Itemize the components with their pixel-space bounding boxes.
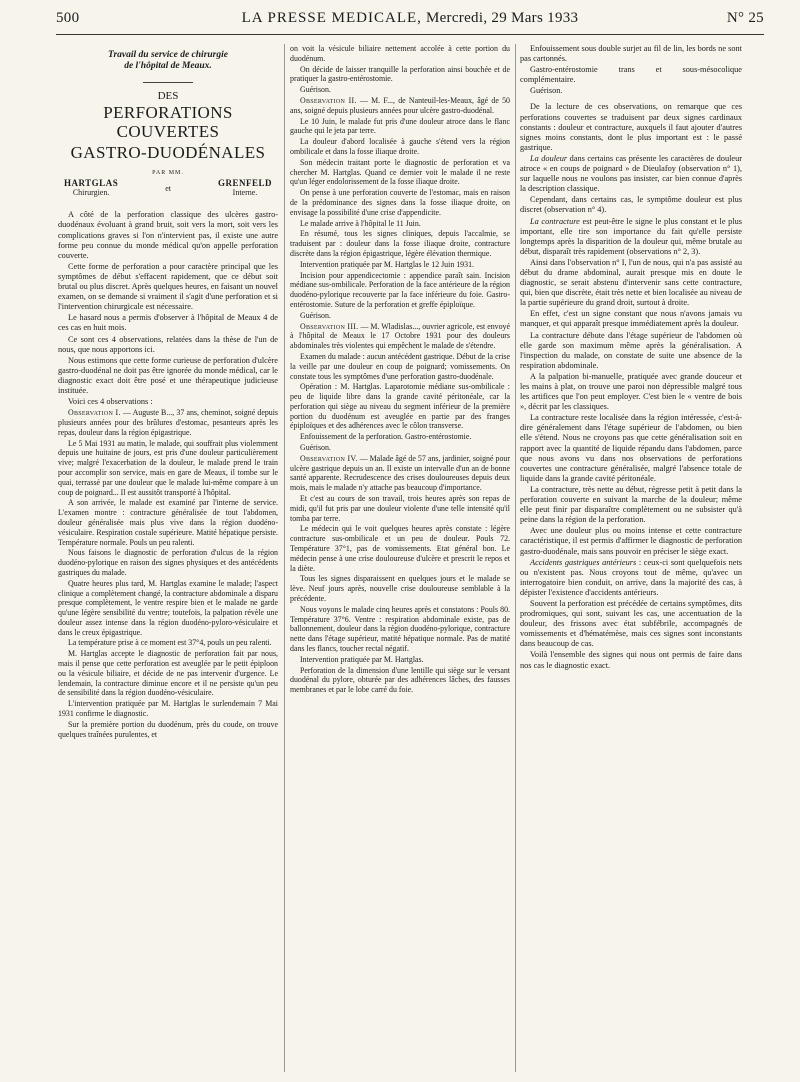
issue-number: N° 25	[726, 10, 764, 26]
page-header	[56, 10, 764, 32]
observation-label: Observation IV.	[300, 453, 358, 463]
paragraph: Ainsi dans l'observation n° I, l'un de nous, qui n'a pas assisté au début du drame abdominal, aurait presque mis en doute le diagnostic, se serait abstenu d'intervenir sans cette contracture, qui, bien que discrète, était très nette et bien localisée au niveau de la partie supérieure du grand droit, surtout à droite.	[520, 257, 742, 308]
author-name: GRENFELD	[217, 178, 272, 189]
paragraph	[520, 558, 742, 598]
paragraph: Tous les signes disparaissent en quelques jours et le malade se lève. Neuf jours après, nouvelle crise douloureuse semblable à la précédente.	[290, 574, 510, 604]
column-separator	[284, 44, 285, 1072]
paragraph: Avec une douleur plus ou moins intense et cette contracture caractéristique, il est permis d'affirmer le diagnostic de perforation gastro-duodénale, mais sans pouvoir en préciser le siège exact.	[520, 526, 742, 556]
paragraph	[290, 322, 510, 351]
observation-text: — M. F..., de Nanteuil-les-Meaux, âgé de 50 ans, soigné depuis plusieurs années pour ulcère gastro-duodénal.	[290, 95, 510, 115]
paragraph: Enfouissement sous double surjet au fil de lin, les bords ne sont pas cartonnés.	[520, 44, 742, 64]
paragraph: Voici ces 4 observations :	[68, 397, 153, 407]
paragraph: Cette forme de perforation a pour caractère principal que les symptômes de début s'effacent rapidement, que ce début soit brutal ou plus discret. Après quelques heures, en faisant un nouvel examen, on se demande si vraiment il s'agit d'une perforation et si l'intervention chirurgicale est nécessaire.	[58, 261, 278, 312]
paragraph-text: : ceux-ci sont quelquefois nets ou n'existent pas. Nous croyons tout de même, qu'avec un interrogatoire bien conduit, on arrive, dans la majorité des cas, à dépister l'existence d'accidents antérieurs.	[520, 557, 742, 597]
journal-name: LA PRESSE MEDICALE,	[241, 10, 422, 26]
paragraph: Guérison.	[300, 310, 331, 320]
paragraph: Le 10 Juin, le malade fut pris d'une douleur atroce dans le flanc gauche qui le jeta par terre.	[290, 116, 510, 136]
paragraph: A la palpation bi-manuelle, pratiquée avec grande douceur et les mains à plat, on trouve une paroi non dépressible malgré tous les artifices que l'on peut employer. C'est bien le « ventre de bois », décrit par les classiques.	[520, 371, 742, 412]
paragraph: On décide de laisser tranquille la perforation ainsi bouchée et de pratiquer la gastro-entérostomie.	[290, 64, 510, 84]
byline-prefix: PAR MM.	[152, 170, 184, 177]
issue-date: Mercredi, 29 Mars 1933	[425, 10, 579, 26]
paragraph: M. Hartglas accepte le diagnostic de perforation fait par nous, mais il pense que cette perforation est aveuglée par le petit épiploon ou la vésicule biliaire, et décide de ne pas intervenir d'urgence. Le lendemain, la contracture diminue encore et il ne persiste qu'un peu de sensibilité dans la région duodéno-vésiculaire.	[58, 649, 278, 698]
paragraph: Le hasard nous a permis d'observer à l'hôpital de Meaux 4 de ces cas en huit mois.	[58, 313, 278, 333]
column-3	[520, 44, 742, 1076]
paragraph-text: dans certains cas présente les caractères de douleur atroce « en coups de poignard » de Dieulafoy (observation n° 1), sur laquelle nous ne voulons pas insister, car bien connue d'après la description classique.	[520, 153, 742, 194]
column-2	[290, 44, 510, 1076]
paragraph: Guérison.	[300, 443, 331, 453]
paragraph	[520, 154, 742, 194]
paragraph	[290, 96, 510, 116]
paragraph: La contracture, très nette au début, régresse petit à petit dans la perforation couverte en suivant la marche de la douleur; même elle peut finir par disparaître complètement ou ne subsister qu'à peine dans la région de la perforation.	[520, 484, 742, 525]
paragraph	[290, 454, 510, 493]
paragraph: De la lecture de ces observations, on remarque que ces perforations couvertes se traduisent par deux signes cardinaux constants : douleur et contracture, auxquels il faut ajouter d'autres signes moins constants, dont le plus important est : le passé gastrique.	[520, 102, 742, 152]
observation-text: — Auguste B..., 37 ans, cheminot, soigné depuis plusieurs années pour des brûlures d'estomac, pesanteurs après les repas, douleur dans la région épigastrique.	[58, 408, 278, 437]
paragraph: Examen du malade : aucun antécédent gastrique. Début de la crise la veille par une douleur en coup de poignard; vomissements. On constate tous les symptômes d'une perforation gastro-duodénale.	[290, 351, 510, 381]
author-1	[64, 178, 118, 198]
header-rule	[56, 34, 764, 35]
paragraph: L'intervention pratiquée par M. Hartglas le surlendemain 7 Mai 1931 confirme le diagnostic.	[58, 699, 278, 719]
observation-text: — Malade âgé de 57 ans, jardinier, soigné pour ulcère gastrique depuis un an. Il existe un intervalle d'un an de bonne santé apparente. Recrudescence des crises douloureuses depuis deux mois, mais le malade n'y attache pas beaucoup d'importance.	[290, 453, 510, 493]
paragraph: En effet, c'est un signe constant que nous n'avons jamais vu manquer, et qui apparaît presque immédiatement après la douleur.	[520, 309, 742, 329]
paragraph	[58, 408, 278, 437]
divider	[143, 82, 193, 83]
journal-line	[116, 10, 704, 27]
title-prefix: DES	[157, 90, 179, 102]
authors	[64, 178, 272, 198]
paragraph: La contracture débute dans l'étage supérieur de l'abdomen où elle garde son maximum même après la généralisation. A l'inspection du malade, on constate de suite une absence de la respiration abdominale.	[520, 330, 742, 370]
article-title: PERFORATIONS COUVERTES	[103, 103, 233, 142]
paragraph: A côté de la perforation classique des ulcères gastro-duodénaux évoluant à grand bruit, soit vers la mort, soit vers les complications graves si l'on n'intervient pas, il existe une autre forme peu connue du monde médical qu'on appelle perforation couverte.	[58, 210, 278, 260]
affiliation	[58, 50, 278, 72]
paragraph: Guérison.	[300, 85, 331, 95]
paragraph: A son arrivée, le malade est examiné par l'interne de service. L'examen montre : contracture généralisée de tout l'abdomen, douleur généralisée mais plus vive dans la région duodéno-vésiculaire. Respiration costale supérieure. Matité hépatique persiste. Température normale. Pouls un peu ralenti.	[58, 498, 278, 547]
emphasis: La contracture	[530, 216, 580, 226]
paragraph-text: est peut-être le signe le plus constant et le plus important, elle tire son importance du fait qu'elle persiste longtemps après la disparition de la douleur qui, même brutale au début, disparaît très rapidement (observations n° 2, 3).	[520, 216, 742, 256]
paragraph: Sur la première portion du duodénum, près du coude, on trouve quelques traînées purulentes, et	[58, 719, 278, 739]
paragraph: La température prise à ce moment est 37°4, pouls un peu ralenti.	[68, 638, 272, 648]
paragraph: Souvent la perforation est précédée de certains symptômes, dits prodromiques, qui sont, suivant les cas, une accentuation de la douleur, des frissons avec état subfébrile, accompagnés de vomissements et d'hématémèse, mais ces signes sont inconstants dans beaucoup de cas.	[520, 598, 742, 649]
paragraph: Intervention pratiquée par M. Hartglas.	[300, 654, 424, 664]
paragraph: Le médecin qui le voit quelques heures après constate : légère contracture sus-ombilicale et un peu de douleur. Pouls 72. Température 37°1, pas de vomissements. Etat général bon. Le médecin pense à une crise douloureuse d'ulcère et prescrit le repos et la diète.	[290, 524, 510, 573]
column-1	[58, 44, 278, 1076]
paragraph: Opération : M. Hartglas. Laparotomie médiane sus-ombilicale : peu de liquide libre dans la grande cavité péritonéale, car la perforation qui siège au niveau du segment inférieur de la première portion du duodénum est aveuglée en partie par des franges épiploïques et des adhérences avec le côlon transverse.	[290, 382, 510, 431]
paragraph: Nous faisons le diagnostic de perforation d'ulcus de la région duodéno-pylorique en raison des signes physiques et des antécédents gastriques du malade.	[58, 548, 278, 577]
paragraph: Quatre heures plus tard, M. Hartglas examine le malade; l'aspect clinique a complètement changé, la contracture abdominale a disparu presque complètement, le ventre respire bien et le malade ne garde qu'une légère sensibilité du ventre; toutefois, la palpation révèle une douleur assez intense dans la région duodéno-pyloro-vésiculaire et dans le creux épigastrique.	[58, 578, 278, 637]
paragraph: Gastro-entérostomie trans et sous-mésocolique complémentaire.	[520, 65, 742, 85]
paragraph: Et c'est au cours de son travail, trois heures après son repas de midi, qu'il fut pris par une douleur violente d'une telle intensité qu'il tomba par terre.	[290, 494, 510, 523]
affiliation-line: de l'hôpital de Meaux.	[124, 61, 212, 71]
observation-1	[58, 408, 278, 739]
page-number: 500	[56, 10, 80, 26]
paragraph: Son médecin traitant porte le diagnostic de perforation et va chercher M. Hartglas. Quand ce dernier voit le malade il ne reste qu'un léger endolorissement de la fosse iliaque droite.	[290, 157, 510, 187]
paragraph: Le malade arrive à l'hôpital le 11 Juin.	[300, 218, 421, 228]
author-conjunction: et	[165, 184, 171, 194]
column-separator	[515, 44, 516, 1072]
affiliation-line: Travail du service de chirurgie	[108, 50, 228, 60]
paragraph: on voit la vésicule biliaire nettement accolée à cette portion du duodénum.	[290, 44, 510, 63]
author-name: HARTGLAS	[64, 178, 119, 189]
article-title: GASTRO-DUODÉNALES	[70, 143, 266, 163]
observation-label: Observation II.	[300, 95, 357, 105]
paragraph	[520, 217, 742, 257]
paragraph: La douleur d'abord localisée à gauche s'étend vers la région ombilicale et dans la fosse iliaque droite.	[290, 137, 510, 156]
paragraph: Intervention pratiquée par M. Hartglas le 12 Juin 1931.	[300, 259, 474, 269]
paragraph: Nous estimons que cette forme curieuse de perforation d'ulcère gastro-duodénal ne doit pas être ignorée du monde médical, car le diagnostic exact doit être posé et une thérapeutique judicieuse instituée.	[58, 355, 278, 395]
paragraph: On pense à une perforation couverte de l'estomac, mais en raison de la prédominance des signes dans la fosse iliaque droite, on envisage la possibilité d'une crise d'appendicite.	[290, 188, 510, 217]
author-role: Interne.	[232, 188, 258, 198]
paragraph: Nous voyons le malade cinq heures après et constatons : Pouls 80. Température 37°6. Ventre : respiration abdominale existe, pas de ballonnement, douleur dans la région duodéno-pylorique, contracture nette dans l'étage supérieur, matité hépatique normale. Pas de matité dans les flancs, toucher rectal négatif.	[290, 604, 510, 654]
paragraph: Le 5 Mai 1931 au matin, le malade, qui souffrait plus violemment depuis une huitaine de jours, est pris d'une douleur particulièrement vive; malgré l'exacerbation de la douleur, le malade prend le train pour accomplir son service, mais en gare de Meaux, il tombe sur le quai, terrassé par une douleur que le malade lui-même compare à un coup de poignard... Il est aussitôt transporté à l'hôpital.	[58, 438, 278, 497]
emphasis: Accidents gastriques antérieurs	[530, 557, 637, 567]
paragraph: Guérison.	[530, 86, 563, 96]
author-role: Chirurgien.	[72, 188, 110, 198]
paragraph: Voilà l'ensemble des signes qui nous ont permis de faire dans nos cas le diagnostic exact.	[520, 650, 742, 670]
paragraph: En résumé, tous les signes cliniques, depuis l'accalmie, se traduisent par : douleur dans la fosse iliaque droite, contracture discrète dans la région épigastrique, légère élévation thermique.	[290, 229, 510, 258]
observation-text: — M. Wladislas..., ouvrier agricole, est envoyé à l'hôpital de Meaux le 17 Octobre 1931 pour des douleurs abdominales très violentes qui empêchent le malade de s'étendre.	[290, 321, 510, 351]
paragraph: Ce sont ces 4 observations, relatées dans la thèse de l'un de nous, que nous apportons ici.	[58, 334, 278, 354]
paragraph: Incision pour appendicectomie : appendice paraît sain. Incision médiane sus-ombilicale. Perforation de la face antérieure de la région duodéno-pylorique recouverte par la face inférieure du foie. Gastro-entérostomie. Suture de la perforation et greffe épiploïque.	[290, 270, 510, 309]
paragraph: Enfouissement de la perforation. Gastro-entérostomie.	[300, 432, 472, 442]
observation-label: Observation I.	[68, 408, 121, 418]
emphasis: La douleur	[530, 153, 568, 163]
paragraph: La contracture reste localisée dans la région intéressée, c'est-à-dire généralement dans l'étage supérieur de l'abdomen, ou bien elle s'étend. Nous ne croyons pas que cette généralisation soit en rapport avec la quantité de liquide répandu dans l'abdomen, parce que nous avons vu dans nos observations de perforations couvertes une contracture généralisée, malgré l'absence totale de liquide dans la grande cavité péritonéale.	[520, 413, 742, 483]
paragraph: Perforation de la dimension d'une lentille qui siège sur le versant duodénal du pylore, obturée par des adhérences lâches, des fausses membranes et par le lobe carré du foie.	[290, 665, 510, 695]
author-2	[218, 178, 272, 198]
paragraph: Cependant, dans certains cas, le symptôme douleur est plus discret (observation n° 4).	[520, 195, 742, 215]
observation-label: Observation III.	[300, 321, 359, 331]
